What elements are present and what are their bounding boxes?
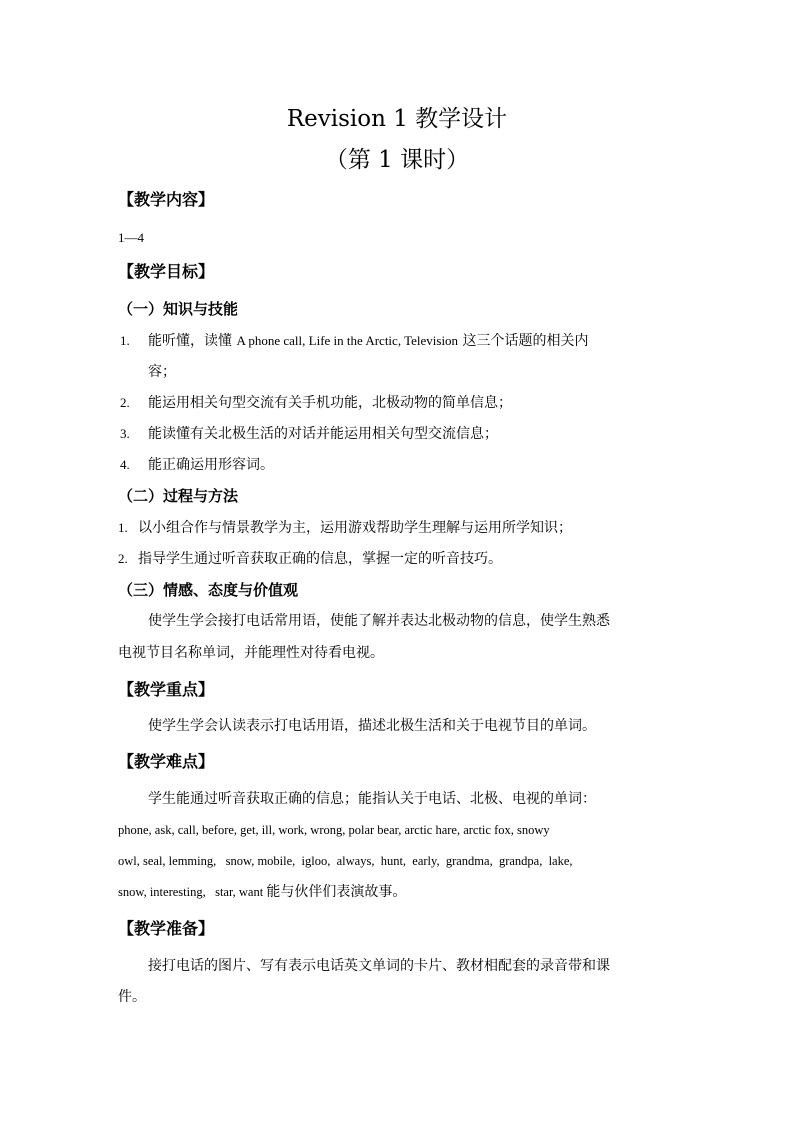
paragraph-line: 件。 [118,989,146,1005]
paragraph-line: 学生能通过听音获取正确的信息；能指认关于电话、北极、电视的单词： [148,791,596,807]
paragraph-line: 接打电话的图片、写有表示电话英文单词的卡片、教材相配套的录音带和课 [148,958,610,974]
subheading-knowledge: （一）知识与技能 [118,300,239,318]
subheading-attitude: （三）情感、态度与价值观 [118,581,299,599]
paragraph-line: 使学生学会接打电话常用语，使能了解并表达北极动物的信息，使学生熟悉 [148,613,610,629]
section-heading-difficulties: 【教学难点】 [118,752,215,771]
section-heading-key-points: 【教学重点】 [118,680,215,699]
list-item-number: 4. [120,457,130,472]
list-item-number: 2. [118,551,128,566]
content-text: 1—4 [118,230,144,245]
word-list-text: snow, interesting, star, want [118,885,267,899]
list-item [120,330,589,352]
section-heading-content: 【教学内容】 [118,190,215,209]
list-item-text: 指导学生通过听音获取正确的信息，掌握一定的听音技巧。 [138,551,502,567]
list-item-number: 2. [120,395,130,410]
section-heading-preparation: 【教学准备】 [118,919,215,938]
list-item-number: 1. [120,333,130,348]
document-subtitle: （第 1 课时） [324,147,470,173]
list-item-text: 能运用相关句型交流有关手机功能，北极动物的简单信息； [148,395,512,411]
word-list-suffix: 能与伙伴们表演故事。 [266,884,407,900]
word-list-line: phone, ask, call, before, get, ill, work, wrong, polar bear, arctic hare, arctic fox, snowy [118,823,550,837]
subheading-process: （二）过程与方法 [118,487,239,505]
list-item [120,454,274,476]
list-item [120,392,512,414]
document-title: Revision 1 教学设计 [286,106,508,132]
list-item-text: 以小组合作与情景教学为主，运用游戏帮助学生理解与运用所学知识； [138,520,572,536]
list-item-text: 能正确运用形容词。 [148,457,274,473]
list-item-text: 能读懂有关北极生活的对话并能运用相关句型交流信息； [148,426,498,442]
word-list-line: owl, seal, lemming, snow, mobile, igloo, always, hunt, early, grandma, grandpa, lake, [118,854,573,868]
list-item-number: 1. [118,520,128,535]
list-item-number: 3. [120,426,130,441]
list-item-continuation: 容； [148,364,176,380]
list-item [118,517,572,539]
list-item-text-en: A phone call, Life in the Arctic, Television [236,333,459,348]
list-item-text: 能听懂，读懂 [148,333,237,349]
list-item-text: 这三个话题的相关内 [458,333,589,349]
list-item [120,423,498,445]
word-list-line [118,881,406,903]
paragraph-line: 使学生学会认读表示打电话用语，描述北极生活和关于电视节目的单词。 [148,718,596,734]
section-heading-objectives: 【教学目标】 [118,262,215,281]
paragraph-line: 电视节目名称单词，并能理性对待看电视。 [118,645,384,661]
list-item [118,548,502,570]
